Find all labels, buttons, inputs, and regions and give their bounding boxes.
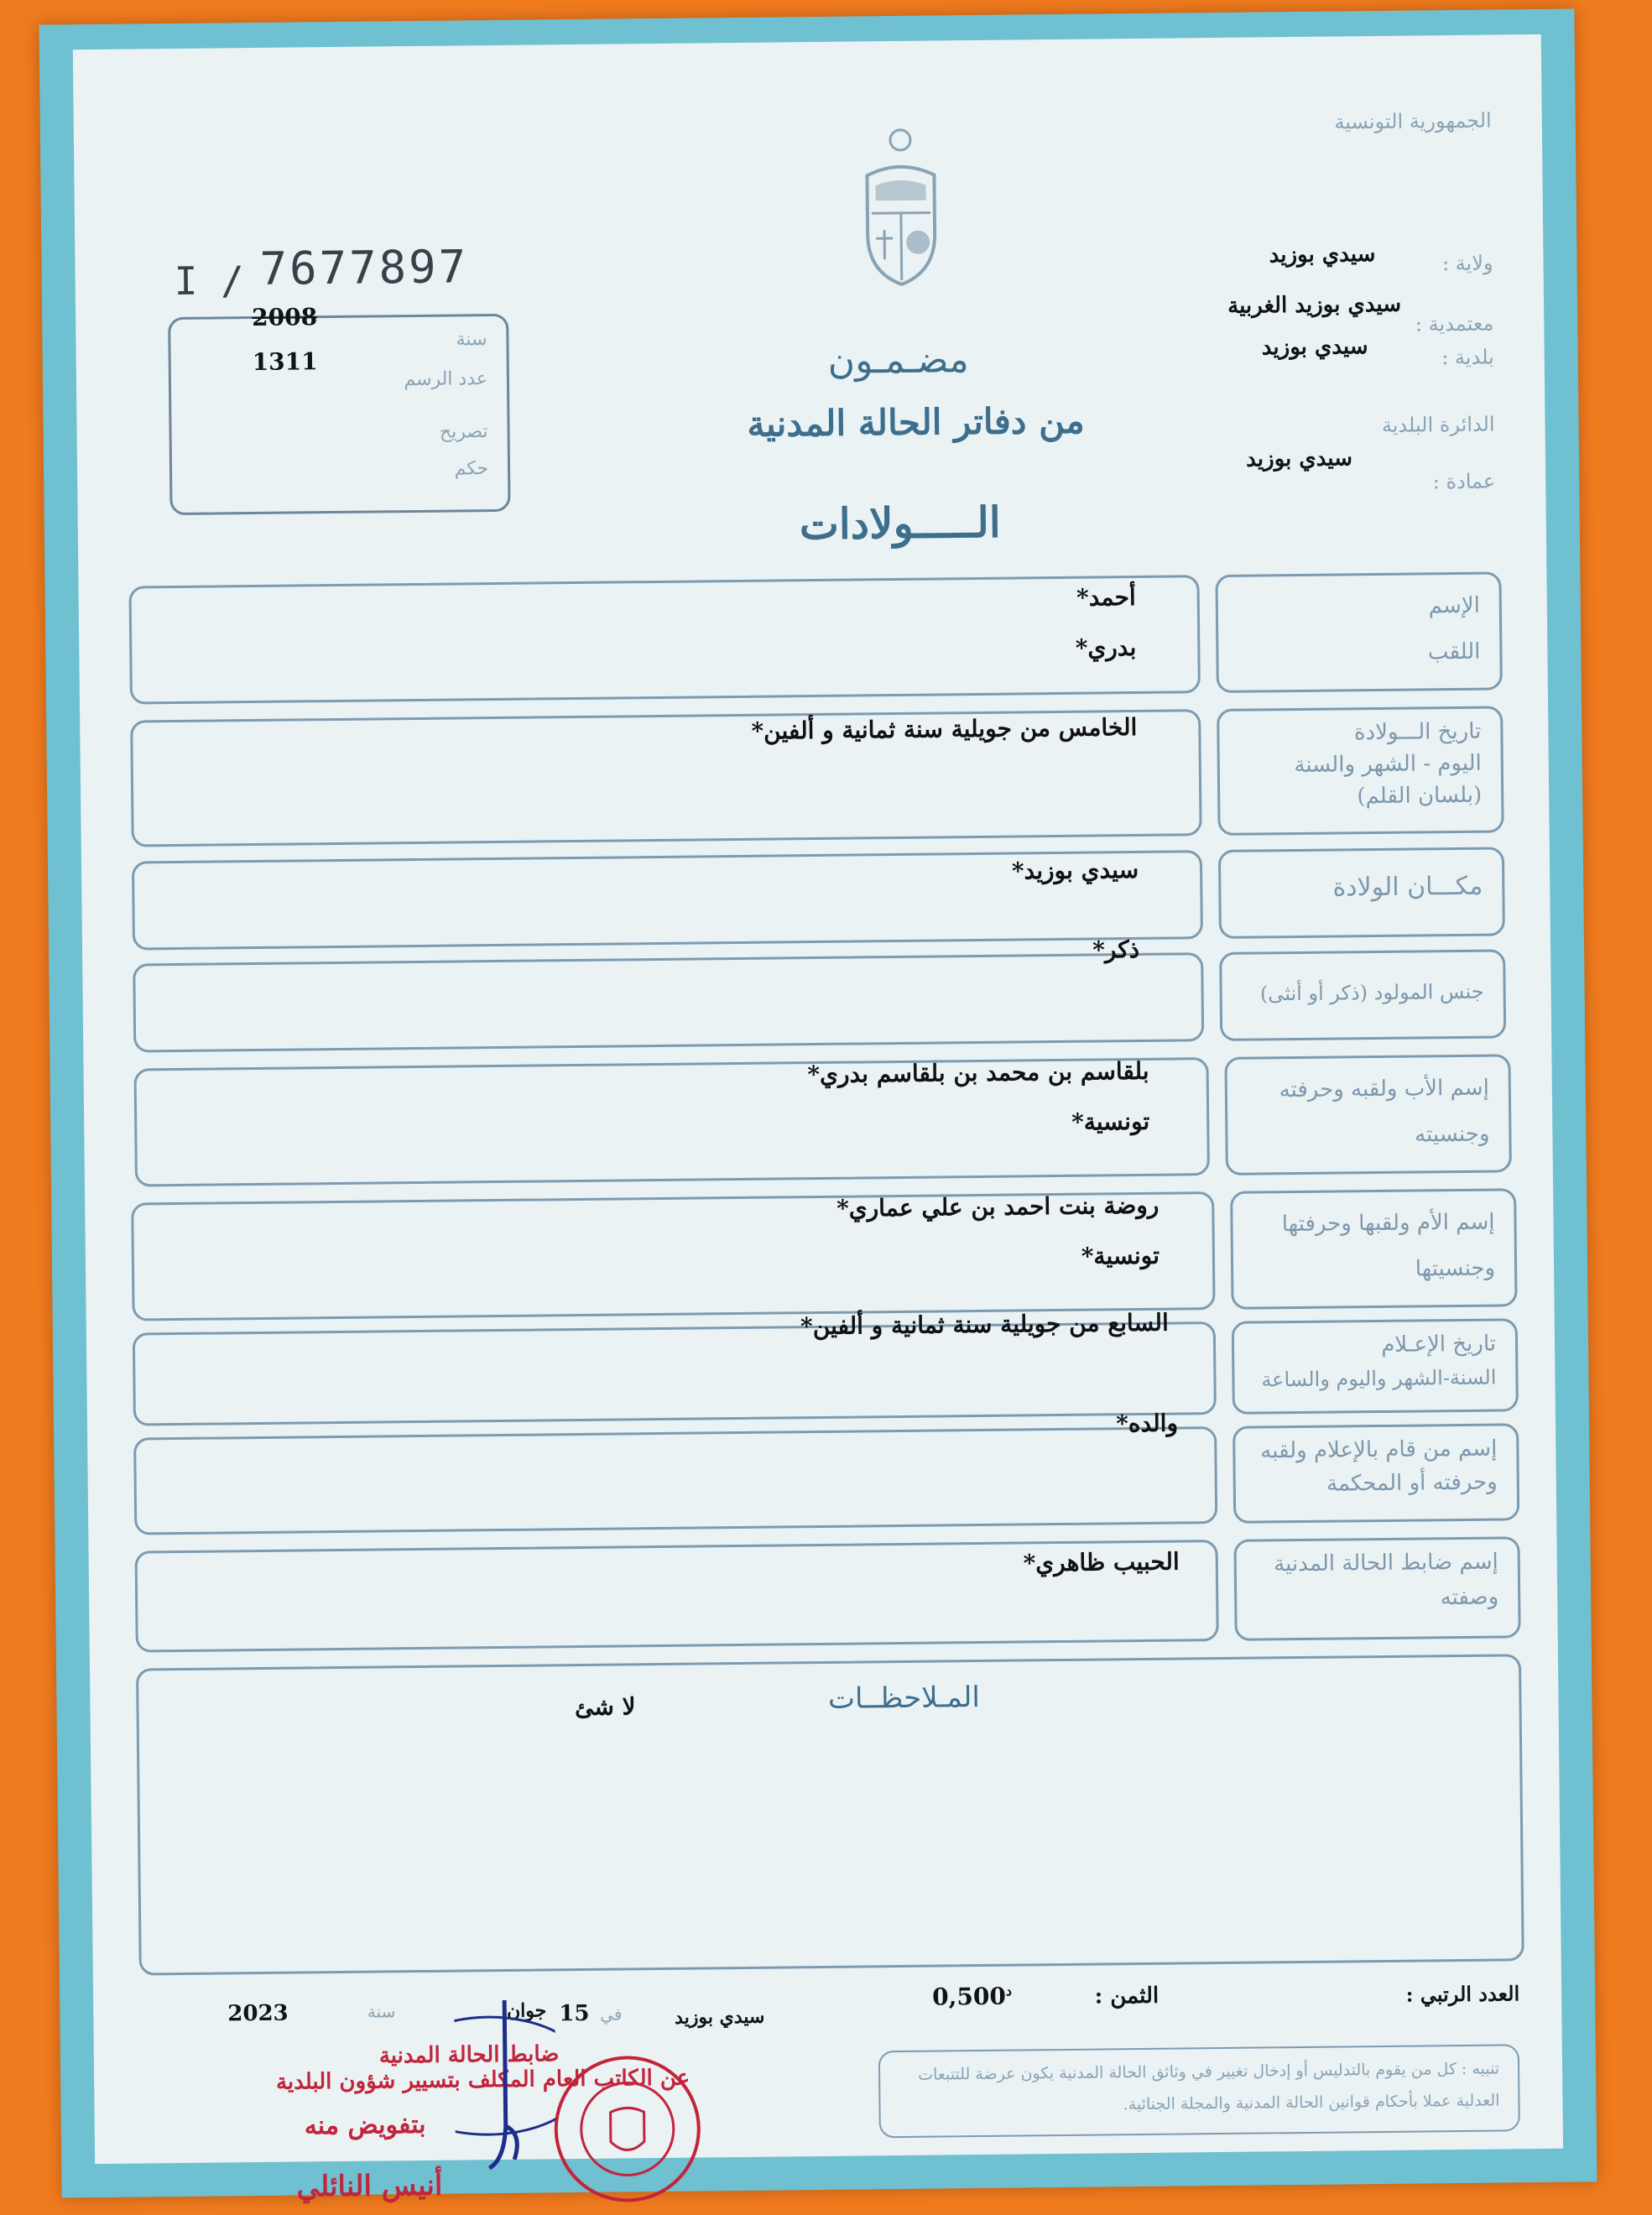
label-registrar-sub: وصفته — [1247, 1581, 1498, 1617]
label-birth-place: مكـــان الولادة — [1231, 870, 1483, 906]
wilaya-label: ولاية : — [1384, 252, 1493, 276]
title-line1: مضـمـون — [730, 337, 1066, 383]
label-registrar: إسم ضابط الحالة المدنية — [1247, 1545, 1498, 1582]
round-seal-icon — [547, 2048, 708, 2209]
label-declarant: إسم من قام بالإعلام ولقبه — [1245, 1432, 1497, 1468]
handwritten-signature — [454, 1991, 556, 2176]
label-first-name: الإسم — [1228, 589, 1480, 625]
omda-value: سيدي بوزيد — [1118, 446, 1352, 473]
label-mother-sub: وجنسيتها — [1243, 1252, 1495, 1288]
label-declarant-sub: وحرفته أو المحكمة — [1246, 1466, 1498, 1502]
wilaya-value: سيدي بوزيد — [1157, 242, 1375, 269]
issue-year: 2023 — [227, 2001, 289, 2027]
document-sheet — [73, 34, 1563, 2164]
price-unit: د — [1006, 1983, 1012, 1999]
price-label: الثمن : — [1041, 1983, 1159, 2009]
delegation-label: معتمدية : — [1384, 312, 1493, 336]
title-line2: من دفاتر الحالة المدنية — [714, 399, 1117, 445]
value-last-name: بدري* — [666, 626, 1137, 675]
serial-number: 7677897 — [259, 240, 468, 295]
label-mother: إسم الأم ولقبها وحرفتها — [1243, 1206, 1494, 1242]
district-label: الدائرة البلدية — [1318, 413, 1494, 438]
issue-year-label: سنة — [345, 2001, 395, 2022]
municipality-label: بلدية : — [1385, 346, 1494, 370]
issue-day: 15 — [559, 2001, 589, 2026]
issue-day-prefix: في — [597, 2004, 622, 2025]
issue-month: جوان — [487, 1999, 546, 2022]
value-birth-place: سيدي بوزيد* — [669, 848, 1139, 897]
register-number-value: 1311 — [253, 347, 318, 376]
serial-prefix: I / — [174, 258, 244, 304]
stamp-signer: أنيس النائلي — [296, 2169, 442, 2204]
value-first-name: أحمد* — [665, 576, 1136, 624]
price-amount: 0,500 — [932, 1983, 1006, 2011]
value-father-nationality: تونسية* — [671, 1100, 1150, 1149]
label-declaration-date-sub: السنة-الشهر واليوم والساعة — [1244, 1361, 1496, 1397]
stamp-line1: ضابط الحالة المدنية — [379, 2041, 560, 2068]
republic-header: الجمهورية التونسية — [1290, 109, 1492, 135]
register-number-label: عدد الرسم — [362, 368, 487, 391]
stamp-line2: عن الكاتب العام المكلف بتسيير شؤون البلدية — [220, 2066, 690, 2096]
value-declarant: والده* — [842, 1402, 1179, 1449]
remarks-value: لا شئ — [509, 1692, 635, 1722]
value-father: بلقاسم بن محمد بن بلقاسم بدري* — [503, 1050, 1149, 1100]
warning-text: تنبيه : كل من يقوم بالتدليس أو إدخال تغيير في وثائق الحالة المدنية يكون عرضة للتتبعات العدلية عملا بأحكام قوانين الحالة المدنية والمجلة الجنائية. — [899, 2053, 1500, 2123]
label-declaration-date: تاريخ الإعـلام — [1244, 1327, 1496, 1363]
municipality-value: سيدي بوزيد — [1133, 334, 1368, 362]
label-last-name: اللقب — [1228, 635, 1480, 671]
label-sex: جنس المولود (ذكر أو أنثى) — [1232, 975, 1483, 1011]
register-year-value: 2008 — [252, 303, 317, 331]
omda-label: عمادة : — [1386, 470, 1495, 494]
ordinal-number-label: العدد الرتبي : — [1352, 1981, 1519, 2007]
value-declaration-date: السابع من جويلية سنة ثمانية و ألفين* — [506, 1301, 1170, 1352]
stamp-line3: بتفويض منه — [305, 2110, 426, 2141]
label-father: إسم الأب ولقبه وحرفته — [1238, 1071, 1489, 1108]
coat-of-arms-icon — [854, 124, 948, 293]
value-sex: ذكر* — [670, 928, 1140, 977]
document-paper — [39, 8, 1597, 2197]
section-title: الـــــولادات — [732, 497, 1068, 550]
value-birth-date: الخامس من جويلية سنة ثمانية و ألفين* — [499, 706, 1138, 756]
register-judgment-label: حكم — [396, 458, 488, 480]
register-declaration-label: تصريح — [395, 421, 487, 443]
price-value — [932, 1983, 1012, 2011]
register-year-label: سنة — [428, 329, 487, 351]
label-birth-date-sub: اليوم - الشهر والسنة — [1230, 747, 1482, 783]
delegation-value: سيدي بوزيد الغربية — [1107, 292, 1401, 321]
label-birth-date: تاريخ الـــولادة — [1229, 715, 1481, 751]
value-registrar: الحبيب ظاهري* — [760, 1540, 1180, 1588]
value-mother: روضة بنت احمد بن علي عماري* — [504, 1184, 1160, 1234]
label-father-sub: وجنسيته — [1238, 1118, 1489, 1154]
value-mother-nationality: تونسية* — [673, 1234, 1160, 1283]
remarks-label: المـلاحظــات — [778, 1680, 1029, 1716]
label-birth-date-sub2: (بلسان القلم) — [1230, 779, 1482, 815]
issue-place: سيدي بوزيد — [630, 2006, 764, 2030]
